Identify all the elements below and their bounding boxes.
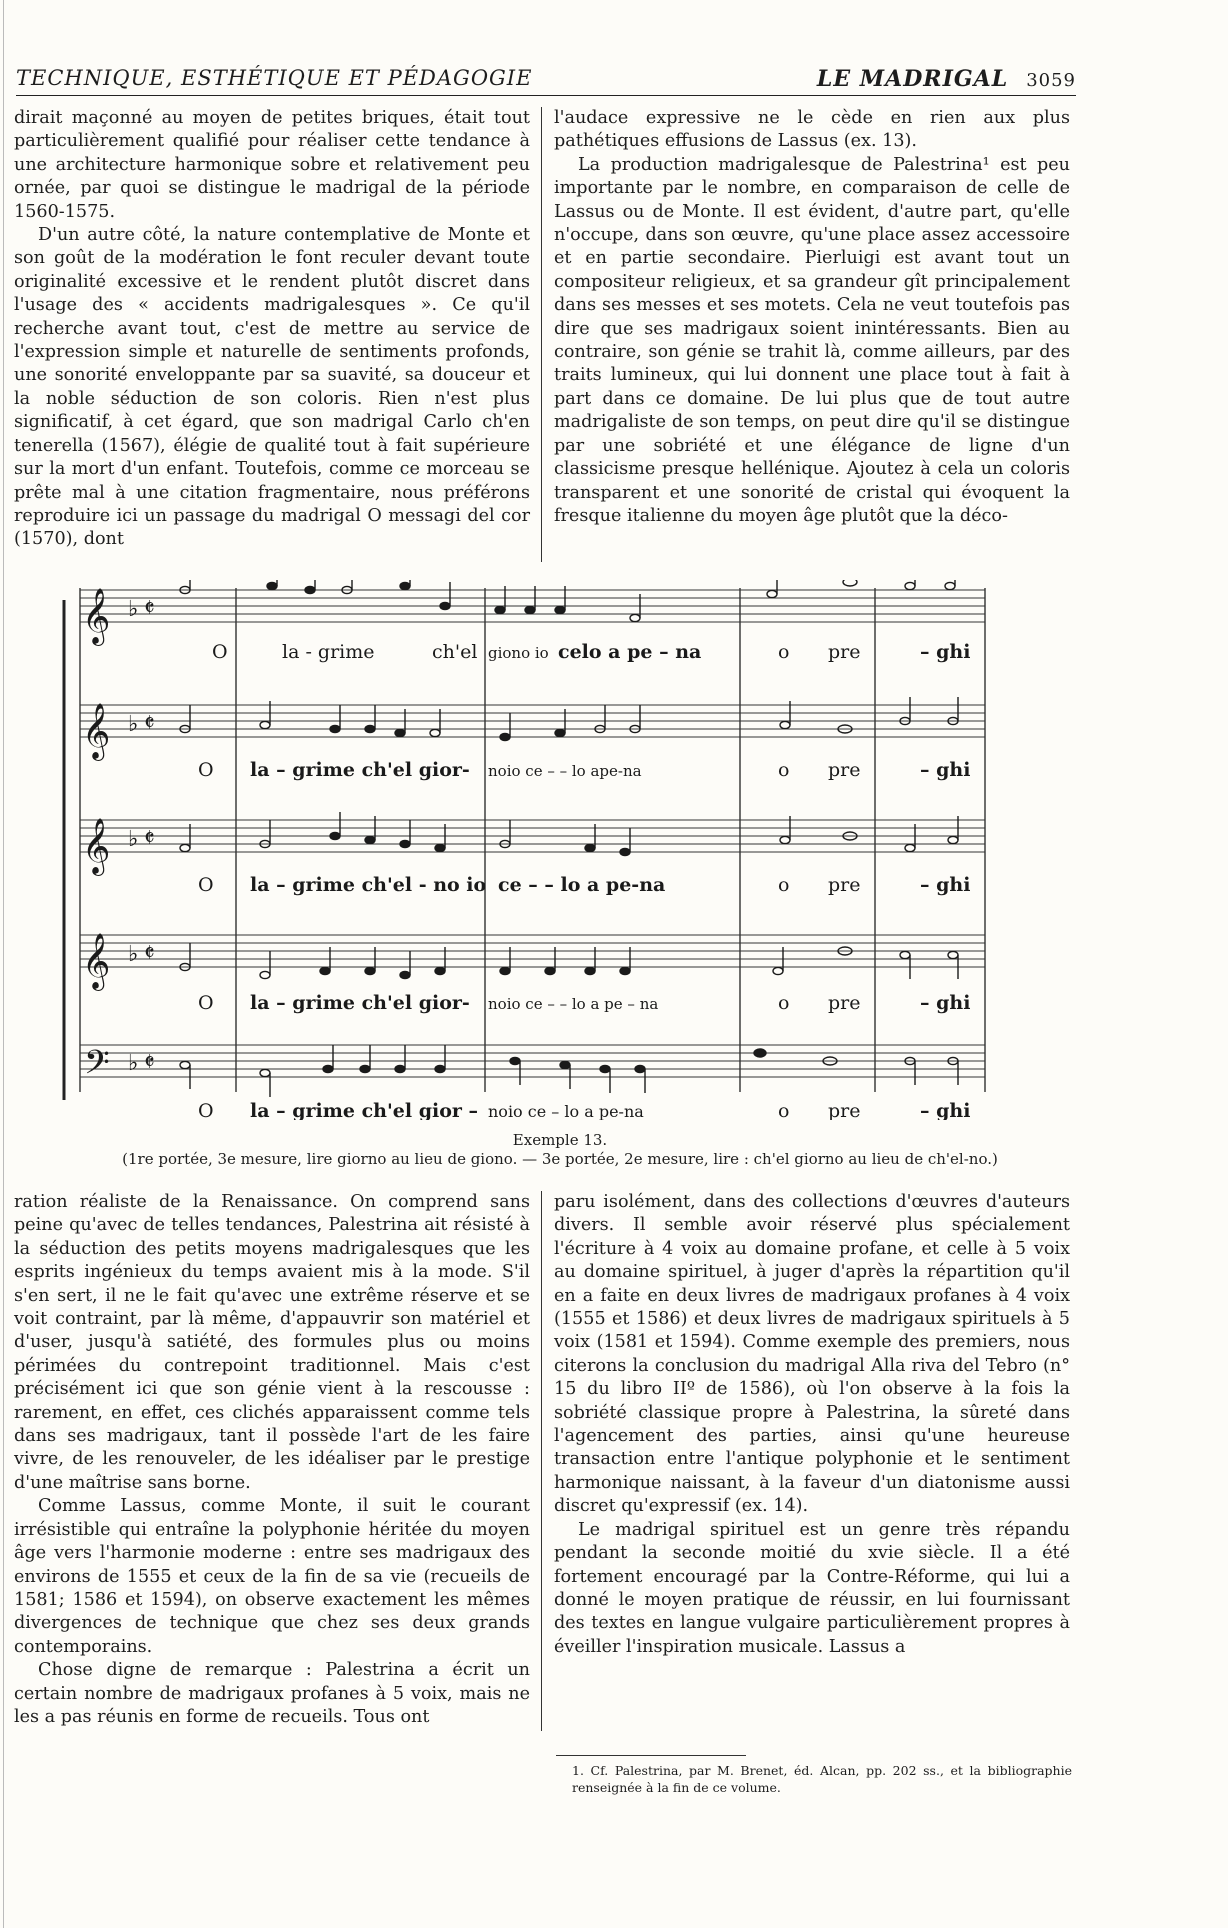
header-rule (16, 95, 1076, 96)
cut-time-icon: 𝄵 (144, 939, 155, 967)
lyric-syllable: ce – – lo a pe-na (498, 874, 666, 896)
example-caption (60, 1131, 1060, 1169)
page-edge-line (3, 0, 4, 1928)
paragraph: l'audace expressive ne le cède en rien aux plus pathétiques effusions de Lassus (ex. 13). (554, 108, 1070, 152)
treble-clef-icon: 𝄞 (82, 588, 111, 644)
clefs (82, 588, 155, 1090)
paragraph: paru isolément, dans des collections d'œuvres d'auteurs divers. Il semble avoir réservé plus spécialement l'écriture à 4 voix au domaine profane, et celle à 5 voix au domaine spirituel, à juger d'après la répartition qu'il en a faite en deux livres de madrigaux profanes à 4 voix (1555 et 1586) et deux livres de madrigaux spirituels à 5 voix (1581 et 1594). Comme exemple des premiers, nous citerons la conclusion du madrigal Alla riva del Tebro (n° 15 du libro IIº de 1586), où l'on observe à la fois la sobriété classique propre à Palestrina, la sûreté dans l'agencement des parties, ainsi qu'une heureuse transaction entre l'antique polyphonie et le sentiment harmonique naissant, à la faveur d'un diatonisme aussi discret qu'expressif (ex. 14). (554, 1192, 1070, 1517)
lyric-syllable: O (198, 1100, 214, 1120)
lyric-syllable: ch'el (432, 641, 478, 663)
paragraph: La production madrigalesque de Palestrina¹ est peu importante par le nombre, en comparaison de celle de Lassus ou de Monte. Il est évident, d'autre part, qu'elle n'occupe, dans son œuvre, qu'une place assez accessoire et en partie secondaire. Pierluigi est avant tout un compositeur religieux, et sa grandeur gît principalement dans ses messes et ses motets. Cela ne veut toutefois pas dire que ses madrigaux soient inintéressants. Bien au contraire, son génie se trahit là, comme ailleurs, par des traits lumineux, qui lui donnent une place tout à fait à part dans ce domaine. De lui plus que de tout autre madrigaliste de son temps, on peut dire qu'il se distingue par une sobriété et une élégance de ligne d'un classicisme presque hellénique. Ajoutez à cela un coloris transparent et une sonorité de cristal qui évoquent la fresque italienne du moyen âge plutôt que la déco- (554, 154, 1070, 526)
lyric-syllable: – ghi (920, 641, 971, 663)
lyrics-line-3 (198, 874, 970, 896)
flat-icon: ♭ (128, 827, 139, 852)
page-number: 3059 (1026, 70, 1076, 91)
flat-icon: ♭ (128, 712, 139, 737)
treble-clef-icon: 𝄞 (82, 818, 111, 874)
lyric-syllable: noio ce – – lo ape-na (488, 762, 642, 780)
lyric-syllable: pre (828, 874, 861, 896)
cut-time-icon: 𝄵 (144, 594, 155, 622)
example-note: (1re portée, 3e mesure, lire giorno au lieu de giono. — 3e portée, 2e mesure, lire : ch'el giorno au lieu de ch'el-no.) (122, 1150, 998, 1168)
running-header (16, 66, 1076, 94)
column-top-left (14, 107, 530, 552)
column-bottom-right (554, 1191, 1070, 1659)
lyric-syllable: la – grime ch'el gior- (250, 992, 470, 1014)
paragraph: dirait maçonné au moyen de petites briques, était tout particulièrement qualifié pour réaliser cette tendance à une architecture harmonique sobre et relativement peu ornée, par quoi se distingue le madrigal de la période 1560-1575. (14, 108, 530, 222)
lyric-syllable: o (778, 992, 790, 1014)
lyric-syllable: la – grime ch'el gior – (250, 1100, 478, 1120)
treble-clef-icon: 𝄞 (82, 933, 111, 989)
lyric-syllable: la - grime (282, 641, 375, 663)
paragraph: Le madrigal spirituel est un genre très répandu pendant la seconde moitié du xvie siècle. Il a été fortement encouragé par la Contre-Réforme, qui lui a donné le moyen pratique de réussir, en lui fournissant des textes en langue vulgaire particulièrement propres à éveiller l'inspiration musicale. Lassus a (554, 1519, 1070, 1657)
lyric-syllable: – ghi (920, 992, 971, 1014)
bass-clef-icon: 𝄢 (84, 1044, 110, 1090)
lyric-syllable: – ghi (920, 874, 971, 896)
header-chapter-title (817, 66, 1076, 92)
lyric-syllable: la – grime ch'el - no io (250, 874, 487, 896)
music-example-13 (60, 580, 1060, 1120)
lyric-syllable: – ghi (920, 759, 971, 781)
lyric-syllable: O (198, 759, 214, 781)
lyric-syllable: o (778, 1100, 790, 1120)
paragraph: Chose digne de remarque : Palestrina a écrit un certain nombre de madrigaux profanes à 5 voix, mais ne les a pas réunis en forme de recueils. Tous ont (14, 1660, 530, 1727)
paragraph: ration réaliste de la Renaissance. On comprend sans peine qu'avec de telles tendances, Palestrina ait résisté à la séduction des petits moyens madrigalesques que les esprits ingénieux du temps avaient mis à la mode. S'il s'en sert, il ne le fait qu'avec une extrême réserve et se voit contraint, par là même, d'appauvrir son matériel et d'user, jusqu'à satiété, des formules plus ou moins périmées du contrepoint traditionnel. Mais c'est précisément ici que son génie vient à la rescousse : rarement, en effet, ces clichés apparaissent comme tels dans ses madrigaux, tant il possède l'art de les faire vivre, de les renouveler, de les idéaliser par le prestige d'une maîtrise sans borne. (14, 1192, 530, 1493)
lyric-syllable: pre (828, 1100, 861, 1120)
lyric-syllable: celo a pe – na (558, 641, 702, 663)
cut-time-icon: 𝄵 (144, 709, 155, 737)
notes-staff-4 (180, 943, 958, 979)
footnote-rule (556, 1755, 746, 1756)
column-divider-bottom (541, 1191, 542, 1731)
header-section-title: TECHNIQUE, ESTHÉTIQUE ET PÉDAGOGIE (16, 66, 533, 90)
flat-icon: ♭ (128, 1051, 139, 1076)
lyric-syllable: giono io (488, 644, 549, 662)
lyric-syllable: o (778, 759, 790, 781)
flat-icon: ♭ (128, 942, 139, 967)
lyric-syllable: o (778, 641, 790, 663)
lyric-syllable: noio ce – lo a pe-na (488, 1102, 644, 1120)
column-bottom-left (14, 1191, 530, 1729)
header-chapter-label: LE MADRIGAL (816, 66, 1009, 92)
lyric-syllable: pre (828, 759, 861, 781)
paragraph: Comme Lassus, comme Monte, il suit le courant irrésistible qui entraîne la polyphonie héritée du moyen âge vers l'harmonie moderne : entre ses madrigaux des environs de 1555 et ceux de la fin de sa vie (recueils de 1581; 1586 et 1594), on observe exactement les mêmes divergences de technique que chez ses deux grands contemporains. (14, 1496, 530, 1657)
lyrics-line-1 (212, 641, 970, 663)
notes-staff-1 (180, 580, 955, 622)
column-divider-top (541, 107, 542, 562)
paragraph: D'un autre côté, la nature contemplative de Monte et son goût de la modération le font reculer devant toute originalité excessive et le rendent plutôt discret dans l'usage des « accidents madrigalesques ». Ce qu'il recherche avant tout, c'est de mettre au service de l'expression simple et naturelle de sentiments profonds, une sonorité enveloppante par sa suavité, sa douceur et la noble séduction de son coloris. Rien n'est plus significatif, à cet égard, que son madrigal Carlo ch'en tenerella (1567), élégie de qualité tout à fait supérieure sur la mort d'un enfant. Toutefois, comme ce morceau se prête mal à une citation fragmentaire, nous préférons reproduire ici un passage du madrigal O messagi del cor (1570), dont (14, 225, 530, 550)
lyric-syllable: O (198, 992, 214, 1014)
lyrics-line-5 (198, 1100, 970, 1120)
cut-time-icon: 𝄵 (144, 824, 155, 852)
lyrics-line-4 (198, 992, 970, 1014)
lyric-syllable: pre (828, 992, 861, 1014)
lyric-syllable: la – grime ch'el gior- (250, 759, 470, 781)
cut-time-icon: 𝄵 (144, 1048, 155, 1076)
example-title: Exemple 13. (512, 1131, 608, 1149)
lyric-syllable: pre (828, 641, 861, 663)
lyric-syllable: o (778, 874, 790, 896)
lyrics-line-2 (198, 759, 970, 781)
flat-icon: ♭ (128, 597, 139, 622)
lyric-syllable: noio ce – – lo a pe – na (488, 995, 659, 1013)
notes-staff-3 (180, 812, 958, 856)
column-top-right (554, 107, 1070, 528)
lyric-syllable: O (212, 641, 228, 663)
treble-clef-icon: 𝄞 (82, 703, 111, 759)
lyric-syllable: O (198, 874, 214, 896)
notes-staff-2 (180, 697, 958, 741)
lyric-syllable: – ghi (920, 1100, 971, 1120)
footnote: 1. Cf. Palestrina, par M. Brenet, éd. Alcan, pp. 202 ss., et la bibliographie renseignée à la fin de ce volume. (572, 1763, 1072, 1795)
